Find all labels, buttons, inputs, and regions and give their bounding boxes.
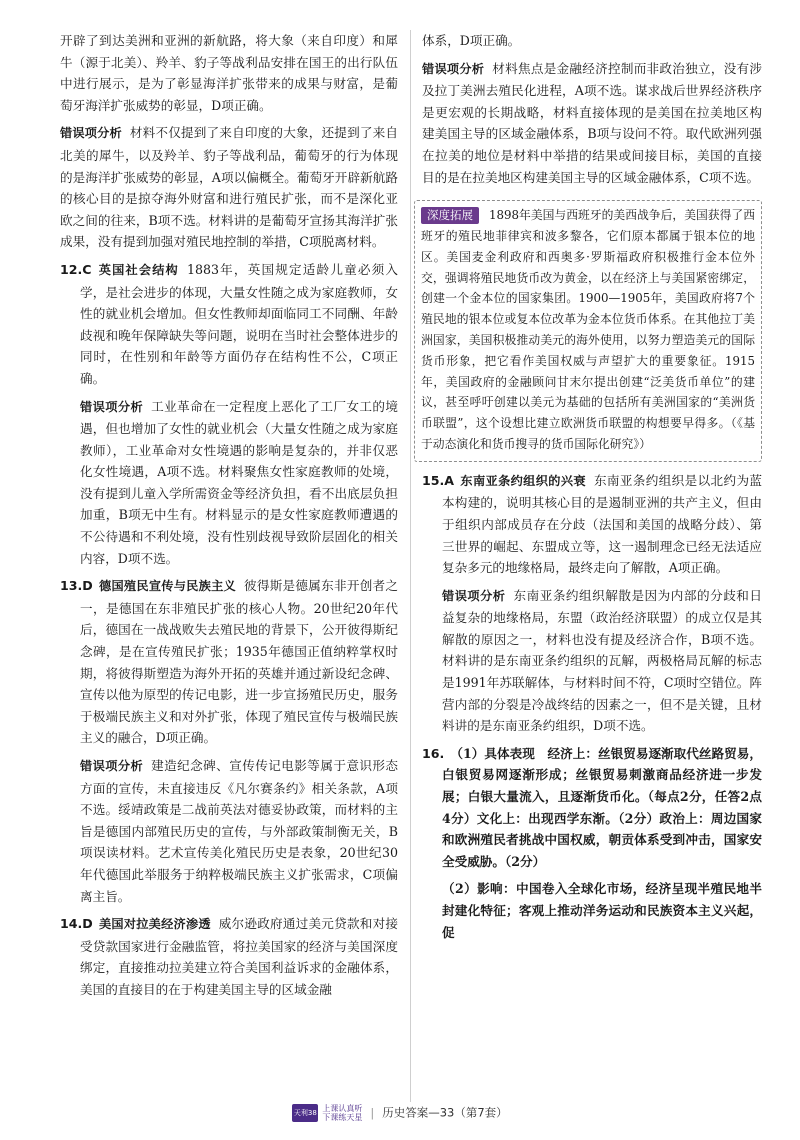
question-topic: 美国对拉美经济渗透 (98, 917, 211, 932)
answer-q15 (422, 470, 762, 579)
question-number: 16. (422, 745, 445, 761)
deep-extension-box (414, 200, 762, 462)
deep-extension-badge: 深度拓展 (421, 207, 479, 224)
paragraph-q14-end: 体系，D项正确。 (422, 33, 521, 48)
error-analysis-text: 工业革命在一定程度上恶化了工厂女工的境遇，但也增加了女性的就业机会（大量女性随之成为家庭教师），工业革命对女性境遇的影响是复杂的，并非仅恶化女性境遇，A项不选。材料聚焦女性家庭教师的处境，没有提到儿童入学所需资金等经济负担，看不出底层负担加重，B项无中生有。材料显示的是女性家庭教师遭遇的不公待遇和不利处境，没有性别歧视导致阶层固化的相关内容，D项不选。 (80, 398, 399, 566)
error-analysis-label: 错误项分析 (60, 126, 122, 141)
error-analysis-label: 错误项分析 (80, 759, 144, 773)
error-analysis-text: 材料焦点是金融经济控制而非政治独立，没有涉及拉丁美洲去殖民化进程，A项不选。谋求战后世界经济秩序是更宏观的长期战略，材料直接体现的是美国在拉美地区构建美国主导的区域金融体系，B项与设问不符。取代欧洲列强在拉美的地位是材料中举措的结果或间接目标，美国的直接目的是在拉美地区构建美国主导的区域金融体系，C项不选。 (422, 60, 763, 185)
deep-extension-text: 1898年美国与西班牙的美西战争后，美国获得了西班牙的殖民地菲律宾和波多黎各，它们原本都属于银本位的地区。美国麦金利政府和西奥多·罗斯福政府积极推行金本位外交，强调将殖民地货币改为黄金，以在经济上与美国紧密绑定，创建一个金本位的国家集团。1900—1905年，美国政府将7个殖民地的银本位或复本位改革为金本位货币体系。在其他拉丁美洲国家，美国积极推动美元的海外使用，以努力塑造美元的国际货币形象，把它看作美国权威与声望扩大的重要象征。1915年，美国政府的金融顾问甘末尔提出创建“泛美货币单位”的建议，甚至呼吁创建以美元为基础的包括所有美洲国家的“美洲货币联盟”，这个设想比建立欧洲货币联盟的构想要早得多。（《基于动态演化和货币搜寻的货币国际化研究》） (421, 208, 755, 451)
page-footer (0, 1104, 800, 1135)
answer-q16-part2: （2）影响：中国卷入全球化市场，经济呈现半殖民地半封建化特征；客观上推动洋务运动和民族资本主义兴起，促 (442, 881, 762, 940)
page-label: 历史答案—33（第7套） (382, 1105, 508, 1120)
error-analysis-label: 错误项分析 (80, 399, 144, 414)
error-analysis-label: 错误项分析 (442, 588, 506, 603)
question-topic: 英国社会结构 (97, 262, 179, 277)
error-analysis-q12 (60, 396, 398, 570)
answer-q14 (60, 913, 398, 1000)
answer-text: 彼得斯是德属东非开创者之一，是德国在东非殖民扩张的核心人物。20世纪20年代后，德国在一战战败失去殖民地的背景下，公开彼得斯纪念碑，是在宣传殖民扩张；1935年德国正值纳粹掌权时期，将彼得斯塑造为海外开拓的英雄并通过新设纪念碑、宣传以他为原型的传记电影，进一步宣扬殖民历史，服务于极端民族主义和对外扩张，体现了殖民宣传与极端民族主义的融合，D项正确。 (80, 578, 399, 746)
answer-q16-part1 (422, 743, 762, 873)
error-analysis-text: 东南亚条约组织解散是因为内部的分歧和日益复杂的地缘格局，东盟（政治经济联盟）的成立仅是其解散的原因之一，材料也没有提及经济合作，B项不选。材料讲的是东南亚条约组织的瓦解，两极格局瓦解的标志是1991年苏联解体，与材料时间不符，C项时空错位。阵营内部的分裂是冷战终结的因素之一，但不是关键，且材料讲的是东南亚条约组织，D项不选。 (442, 587, 763, 734)
question-number: 12.C (60, 261, 92, 277)
answer-text: 1883年，英国规定适龄儿童必须入学，是社会进步的体现，大量女性随之成为家庭教师，女性的就业机会增加。但女性教师却面临同工不同酬、年龄歧视和晚年保障缺失等问题，说明在当时社会整体进步的同时，在性别和年龄等方面仍存在结构性不公，C项正确。 (80, 261, 399, 386)
question-number: 14.D (60, 916, 93, 932)
column-divider (410, 30, 411, 1102)
error-analysis-q13 (60, 755, 398, 907)
slogan-line-2: 下课练天星 (322, 1113, 363, 1122)
answer-text: （1）具体表现 经济上：丝银贸易逐渐取代丝路贸易，白银贸易网逐渐形成；丝银贸易刺激商品经济进一步发展；白银大量流入，且逐渐货币化。（每点2分，任答2点4分）文化上：出现西学东渐。（2分）政治上：周边国家和欧洲殖民者挑战中国权威，朝贡体系受到冲击，国家安全受威胁。（2分） (442, 745, 762, 869)
footer-separator: | (370, 1105, 375, 1120)
error-analysis-text: 材料不仅提到了来自印度的大象，还提到了来自北美的犀牛，以及羚羊、豹子等战利品，葡萄牙的行为体现的是海洋扩张威势的彰显，A项以偏概全。葡萄牙开辟新航路的核心目的是掠夺海外财富和进行殖民扩张，而不是深化亚欧之间的往来，B项不选。材料讲的是葡萄牙宣扬其海洋扩张成果，没有提到加强对殖民地控制的举措，C项脱离材料。 (60, 125, 399, 250)
publisher-slogan (322, 1104, 362, 1122)
answer-q13 (60, 575, 398, 749)
error-analysis-q11 (60, 122, 398, 253)
answer-text: 威尔逊政府通过美元贷款和对接受贷款国家进行金融监管，将拉美国家的经济与美国深度绑定，直接推动拉美建立符合美国利益诉求的金融体系，美国的直接目的在于构建美国主导的区域金融 (80, 916, 399, 997)
question-topic: 东南亚条约组织的兴衰 (460, 473, 586, 488)
question-number: 13.D (60, 578, 93, 594)
question-topic: 德国殖民宣传与民族主义 (98, 579, 236, 594)
publisher-logo: 天利38套 (292, 1104, 318, 1122)
question-number: 15.A (422, 472, 455, 488)
error-analysis-label: 错误项分析 (422, 61, 485, 76)
slogan-line-1: 上课认真听 (322, 1104, 363, 1113)
answer-text: 东南亚条约组织是以北约为蓝本构建的，说明其核心目的是遏制亚洲的共产主义，但由于组织内部成员存在分歧（法国和美国的战略分歧）、第三世界的崛起、东盟成立等，这一遏制理念已经无法适应复杂多元的地缘格局，最终走向了解散，A项正确。 (442, 472, 763, 576)
error-analysis-text: 建造纪念碑、宣传传记电影等属于意识形态方面的宣传，未直接违反《凡尔赛条约》相关条款，A项不选。绥靖政策是二战前英法对德妥协政策，而材料的主旨是德国内部殖民历史的宣传，与外部政策制衡无关，B项误读材料。艺术宣传美化殖民历史是表象，20世纪30年代德国此举服务于纳粹极端民族主义扩张需求，C项偏离主旨。 (80, 758, 399, 904)
paragraph-q11-end: 开辟了到达美洲和亚洲的新航路，将大象（来自印度）和犀牛（源于北美）、羚羊、豹子等战利品安排在国王的出行队伍中进行展示，是为了彰显海洋扩张带来的成果与财富，是葡萄牙海洋扩张威势的彰显，D项正确。 (60, 33, 398, 113)
left-column (60, 30, 398, 1001)
answer-q12 (60, 259, 398, 390)
right-column (422, 30, 762, 943)
error-analysis-q15 (422, 585, 762, 737)
error-analysis-q14 (422, 58, 762, 189)
